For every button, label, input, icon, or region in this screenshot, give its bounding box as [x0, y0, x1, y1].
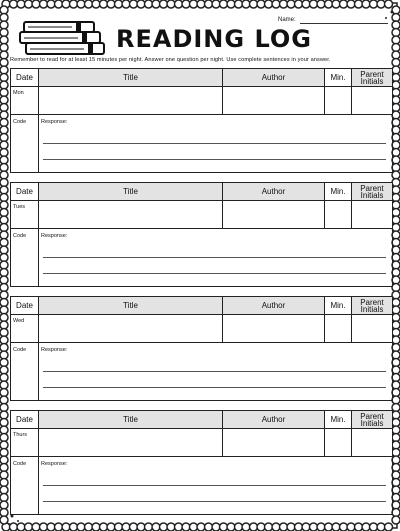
- title-header: Title: [39, 69, 223, 86]
- parent-initials-header: Parent Initials: [352, 297, 392, 314]
- entry-row: [10, 315, 393, 343]
- title-header: Title: [39, 411, 223, 428]
- code-cell[interactable]: [11, 457, 39, 514]
- day-label: Wed: [13, 318, 25, 324]
- response-field[interactable]: [39, 115, 392, 172]
- response-line: [43, 257, 386, 258]
- header-row: [10, 182, 393, 201]
- day-label: Tues: [13, 204, 26, 210]
- date-header: Date: [11, 183, 39, 200]
- minutes-header: Min.: [325, 69, 352, 86]
- minutes-header: Min.: [325, 411, 352, 428]
- code-label: Code: [13, 347, 27, 353]
- date-header: Date: [11, 297, 39, 314]
- title-header: Title: [39, 183, 223, 200]
- response-line: [43, 485, 386, 486]
- day-cell: [11, 315, 39, 342]
- name-field[interactable]: [300, 23, 388, 24]
- code-label: Code: [13, 119, 27, 125]
- day-cell: [11, 429, 39, 456]
- author-header: Author: [223, 183, 325, 200]
- minutes-field[interactable]: [325, 429, 352, 456]
- code-cell[interactable]: [11, 229, 39, 286]
- day-label: Thurs: [13, 432, 28, 438]
- response-field[interactable]: [39, 457, 392, 514]
- day-cell: [11, 87, 39, 114]
- response-label: Response:: [41, 347, 68, 353]
- parent-initials-header: Parent Initials: [352, 183, 392, 200]
- minutes-field[interactable]: [325, 87, 352, 114]
- author-header: Author: [223, 69, 325, 86]
- response-field[interactable]: [39, 343, 392, 400]
- log-entry: [10, 410, 393, 515]
- page-title: READING LOG: [116, 25, 312, 53]
- code-label: Code: [13, 233, 27, 239]
- entry-row: [10, 429, 393, 457]
- name-label: Name:: [278, 17, 296, 23]
- response-label: Response:: [41, 119, 68, 125]
- minutes-field[interactable]: [325, 201, 352, 228]
- response-label: Response:: [41, 233, 68, 239]
- minutes-header: Min.: [325, 183, 352, 200]
- page-header: [0, 0, 400, 68]
- response-row: [10, 343, 393, 401]
- author-field[interactable]: [223, 87, 325, 114]
- code-cell[interactable]: [11, 343, 39, 400]
- code-cell[interactable]: [11, 115, 39, 172]
- entry-row: [10, 87, 393, 115]
- response-line: [43, 501, 386, 502]
- log-entry: [10, 68, 393, 173]
- response-field[interactable]: [39, 229, 392, 286]
- minutes-header: Min.: [325, 297, 352, 314]
- parent-initials-field[interactable]: [352, 429, 392, 456]
- log-entry: [10, 182, 393, 287]
- date-header: Date: [11, 411, 39, 428]
- response-line: [43, 143, 386, 144]
- response-line: [43, 387, 386, 388]
- title-field[interactable]: [39, 201, 223, 228]
- books-icon: [16, 20, 112, 56]
- day-label: Mon: [13, 90, 24, 96]
- parent-initials-header: Parent Initials: [352, 411, 392, 428]
- entry-row: [10, 201, 393, 229]
- parent-initials-header: Parent Initials: [352, 69, 392, 86]
- header-row: [10, 296, 393, 315]
- code-label: Code: [13, 461, 27, 467]
- response-label: Response:: [41, 461, 68, 467]
- log-entry: [10, 296, 393, 401]
- title-field[interactable]: [39, 429, 223, 456]
- instructions-text: Remember to read for at least 15 minutes per night. Answer one question per night. Use complete sentences in your answer.: [10, 57, 331, 63]
- day-cell: [11, 201, 39, 228]
- author-field[interactable]: [223, 201, 325, 228]
- title-field[interactable]: [39, 315, 223, 342]
- header-row: [10, 68, 393, 87]
- author-field[interactable]: [223, 315, 325, 342]
- response-line: [43, 273, 386, 274]
- response-line: [43, 159, 386, 160]
- response-row: [10, 115, 393, 173]
- parent-initials-field[interactable]: [352, 315, 392, 342]
- title-header: Title: [39, 297, 223, 314]
- response-line: [43, 371, 386, 372]
- minutes-field[interactable]: [325, 315, 352, 342]
- parent-initials-field[interactable]: [352, 87, 392, 114]
- parent-initials-field[interactable]: [352, 201, 392, 228]
- response-row: [10, 457, 393, 515]
- date-header: Date: [11, 69, 39, 86]
- author-header: Author: [223, 411, 325, 428]
- header-row: [10, 410, 393, 429]
- author-header: Author: [223, 297, 325, 314]
- response-row: [10, 229, 393, 287]
- author-field[interactable]: [223, 429, 325, 456]
- title-field[interactable]: [39, 87, 223, 114]
